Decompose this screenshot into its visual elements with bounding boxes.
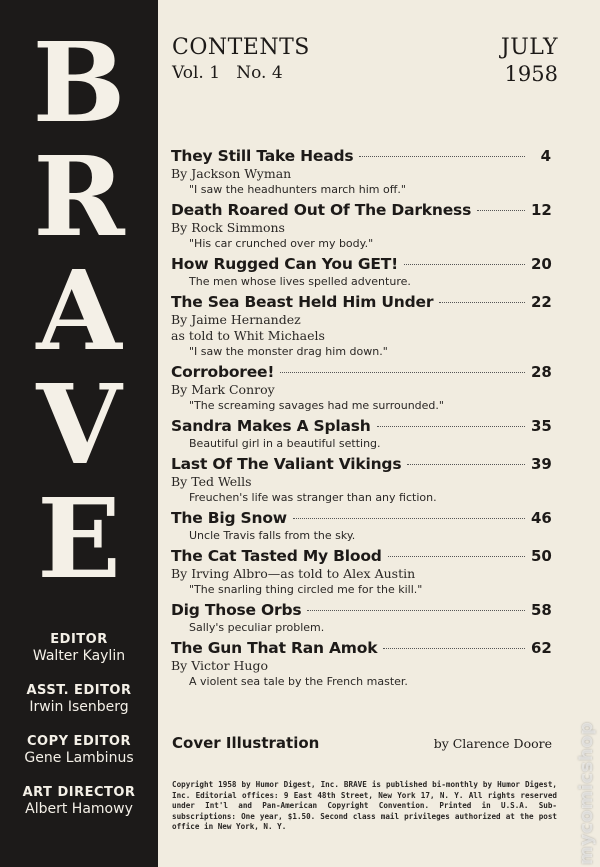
- dot-leader: [407, 464, 525, 465]
- staff-name: Gene Lambinus: [24, 750, 134, 766]
- toc-title-row: [171, 416, 551, 436]
- dot-leader: [280, 372, 525, 373]
- toc-title-row: [171, 454, 551, 474]
- article-title: Sandra Makes A Splash: [171, 417, 371, 435]
- cover-title: Cover Illustration: [172, 734, 320, 752]
- page-number: 35: [531, 417, 552, 435]
- toc-title-row: [171, 362, 551, 382]
- staff-art-director: [0, 785, 158, 817]
- issue-date: [470, 36, 558, 88]
- page-number: 62: [531, 639, 552, 657]
- toc-entry: [171, 454, 551, 505]
- dot-leader: [307, 610, 525, 611]
- page-number: 4: [540, 147, 551, 165]
- cover-illustration-credit: [172, 734, 552, 752]
- staff-role: EDITOR: [50, 632, 108, 647]
- dot-leader: [293, 518, 525, 519]
- article-byline-secondary: as told to Whit Michaels: [171, 328, 325, 343]
- contents-header: [172, 36, 310, 86]
- dot-leader: [359, 156, 525, 157]
- toc-entry: [171, 600, 551, 635]
- article-byline: By Rock Simmons: [171, 220, 285, 235]
- toc-entry: [171, 508, 551, 543]
- page-number: 39: [531, 455, 552, 473]
- watermark: mycomicshop: [576, 721, 597, 865]
- toc-entry: [171, 200, 551, 251]
- toc-entry: [171, 638, 551, 689]
- article-tagline: "His car crunched over my body.": [189, 237, 374, 250]
- staff-role: COPY EDITOR: [27, 734, 131, 749]
- article-byline: By Mark Conroy: [171, 382, 275, 397]
- page-number: 12: [531, 201, 552, 219]
- dot-leader: [477, 210, 525, 211]
- article-byline: By Jackson Wyman: [171, 166, 292, 181]
- page-number: 58: [531, 601, 552, 619]
- toc-entry: [171, 292, 551, 359]
- logo-letter-v: V: [36, 360, 122, 489]
- article-tagline: "I saw the headhunters march him off.": [189, 183, 406, 196]
- toc-entry: [171, 146, 551, 197]
- dot-leader: [404, 264, 525, 265]
- staff-editor: [0, 632, 158, 664]
- article-byline: By Irving Albro—as told to Alex Austin: [171, 566, 416, 581]
- article-title: Last Of The Valiant Vikings: [171, 455, 402, 473]
- staff-asst-editor: [0, 683, 158, 715]
- toc-entry: [171, 254, 551, 289]
- article-title: Death Roared Out Of The Darkness: [171, 201, 472, 219]
- article-title: The Sea Beast Held Him Under: [171, 293, 434, 311]
- article-byline: By Ted Wells: [171, 474, 252, 489]
- volume-number: Vol. 1 No. 4: [172, 63, 283, 83]
- article-byline: By Victor Hugo: [171, 658, 269, 673]
- page-number: 46: [531, 509, 552, 527]
- dot-leader: [439, 302, 525, 303]
- toc-title-row: [171, 254, 551, 274]
- dot-leader: [383, 648, 525, 649]
- article-title: How Rugged Can You GET!: [171, 255, 398, 273]
- toc-title-row: [171, 600, 551, 620]
- staff-name: Albert Hamowy: [25, 801, 133, 817]
- copyright-notice: Copyright 1958 by Humor Digest, Inc. BRAVE is published bi-monthly by Humor Digest, Inc. Editorial offices: 9 East 48th Street, New York 17, N. Y. All rights reserved under Int'l and Pan-American Copyright Convention. Printed in U.S.A. Sub-subscriptions: One year, $1.50. Second class mail privileges authorized at the post office in New York, N. Y.: [172, 780, 557, 831]
- toc-title-row: [171, 292, 551, 312]
- article-tagline: "The screaming savages had me surrounded.": [189, 399, 444, 412]
- staff-role: ART DIRECTOR: [22, 785, 136, 800]
- logo-letter-e: E: [37, 474, 121, 603]
- article-tagline: The men whose lives spelled adventure.: [189, 275, 411, 288]
- article-title: Dig Those Orbs: [171, 601, 302, 619]
- article-tagline: A violent sea tale by the French master.: [189, 675, 408, 688]
- toc-title-row: [171, 638, 551, 658]
- contents-title: CONTENTS: [172, 35, 310, 60]
- logo-letter-a: A: [36, 246, 122, 375]
- toc-entry: [171, 416, 551, 451]
- toc-entry: [171, 546, 551, 597]
- dot-leader: [377, 426, 525, 427]
- staff-name: Irwin Isenberg: [29, 699, 129, 715]
- article-tagline: "The snarling thing circled me for the kill.": [189, 583, 423, 596]
- article-tagline: "I saw the monster drag him down.": [189, 345, 388, 358]
- page-number: 22: [531, 293, 552, 311]
- staff-copy-editor: [0, 734, 158, 766]
- article-title: The Cat Tasted My Blood: [171, 547, 382, 565]
- page-number: 50: [531, 547, 552, 565]
- sidebar: [0, 0, 158, 867]
- issue-month: JULY: [500, 35, 558, 60]
- article-tagline: Uncle Travis falls from the sky.: [189, 529, 356, 542]
- article-title: They Still Take Heads: [171, 147, 354, 165]
- toc-title-row: [171, 508, 551, 528]
- article-tagline: Freuchen's life was stranger than any fiction.: [189, 491, 437, 504]
- page-number: 28: [531, 363, 552, 381]
- toc-title-row: [171, 546, 551, 566]
- dot-leader: [388, 556, 525, 557]
- article-tagline: Sally's peculiar problem.: [189, 621, 325, 634]
- logo-letter-r: R: [33, 132, 125, 261]
- cover-credit: by Clarence Doore: [433, 736, 552, 751]
- article-title: The Big Snow: [171, 509, 287, 527]
- issue-year: 1958: [504, 62, 558, 86]
- article-title: Corroboree!: [171, 363, 275, 381]
- staff-role: ASST. EDITOR: [26, 683, 132, 698]
- article-title: The Gun That Ran Amok: [171, 639, 378, 657]
- article-tagline: Beautiful girl in a beautiful setting.: [189, 437, 381, 450]
- table-of-contents: [171, 146, 551, 689]
- staff-name: Walter Kaylin: [32, 648, 126, 664]
- toc-title-row: [171, 146, 551, 166]
- toc-title-row: [171, 200, 551, 220]
- logo-letter-b: B: [32, 18, 126, 147]
- toc-entry: [171, 362, 551, 413]
- article-byline: By Jaime Hernandez: [171, 312, 301, 327]
- page-number: 20: [531, 255, 552, 273]
